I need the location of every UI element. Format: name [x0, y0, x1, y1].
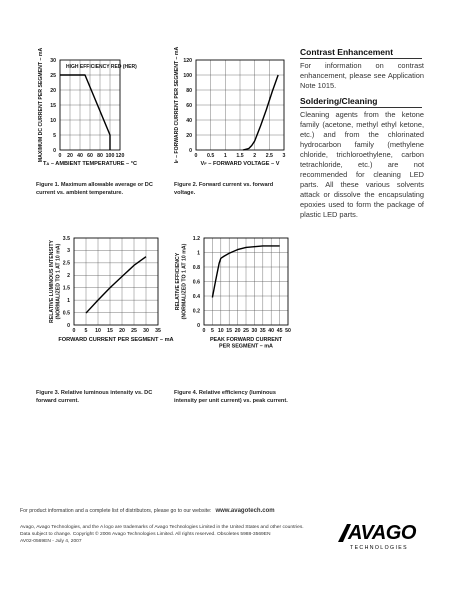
- soldering-cleaning-heading: Soldering/Cleaning: [300, 96, 378, 106]
- y-tick-label: 10: [50, 117, 56, 124]
- x-axis-label-sub: A: [46, 161, 50, 166]
- y-axis-label-sub: F: [174, 159, 179, 162]
- x-axis-label-part: – AMBIENT TEMPERATURE – °C: [49, 161, 138, 167]
- y-tick-label: 80: [186, 87, 192, 94]
- x-tick-label: 15: [226, 328, 233, 334]
- legal-line-1: Avago, Avago Technologies, and the A logo are trademarks of Avago Technologies Limited in the United States and other countries.: [20, 525, 304, 530]
- y-tick-label: 20: [186, 132, 192, 139]
- y-tick-label: 0.2: [192, 308, 200, 315]
- x-tick-label: 100: [105, 153, 115, 159]
- y-axis-label-line: (NORMALIZED TO 1 AT 10 mA): [55, 243, 62, 320]
- website-link[interactable]: www.avagotech.com: [215, 508, 275, 514]
- legal-line-2: Data subject to change. Copyright © 2006 Avago Technologies Limited. All rights reserved. Obsoletes 5988-3569EN: [20, 532, 271, 538]
- y-axis-label-line: RELATIVE EFFICIENCY: [175, 252, 181, 311]
- y-tick-label: 2.5: [62, 260, 70, 267]
- legal-line-3: AV02-0569EN - July 4, 2007: [20, 539, 82, 545]
- x-axis-label-part: T: [42, 161, 47, 167]
- y-axis-label-line: RELATIVE LUMINOUS INTENSITY: [49, 240, 55, 323]
- y-tick-label: 120: [183, 57, 192, 64]
- x-tick-label: 40: [268, 328, 275, 334]
- x-tick-label: 1: [223, 153, 227, 159]
- y-tick-label: 3.5: [62, 235, 70, 242]
- footer-legal: [20, 524, 320, 546]
- y-tick-label: 0: [197, 322, 200, 329]
- x-tick-label: 0.5: [207, 153, 215, 159]
- footer-contact: [20, 508, 340, 514]
- logo-wordmark: AVAGO: [348, 522, 416, 544]
- y-tick-label: 0: [53, 147, 56, 154]
- heading-rule: [300, 107, 422, 108]
- y-tick-label: 100: [183, 72, 192, 79]
- contrast-enhancement-heading: Contrast Enhancement: [300, 47, 394, 57]
- y-tick-label: 60: [186, 102, 192, 109]
- x-tick-label: 25: [243, 328, 249, 334]
- contrast-enhancement-body: For information on contrast enhancement, please see Application Note 1015.: [300, 61, 424, 90]
- x-tick-label: 50: [285, 328, 291, 334]
- y-tick-label: 0: [189, 147, 192, 154]
- y-axis-label: MAXIMUM DC CURRENT PER SEGMENT – mA: [38, 47, 44, 163]
- y-tick-label: 1.2: [192, 235, 200, 242]
- x-tick-label: 15: [107, 328, 113, 334]
- x-tick-label: 3: [282, 153, 286, 159]
- heading-rule: [300, 58, 422, 59]
- x-axis-label: FORWARD CURRENT PER SEGMENT – mA: [58, 337, 174, 343]
- x-tick-label: 0: [58, 153, 62, 159]
- y-tick-label: 0: [67, 322, 70, 329]
- x-tick-label: 0: [194, 153, 198, 159]
- x-tick-label: 20: [234, 328, 241, 334]
- y-tick-label: 1: [67, 297, 70, 304]
- x-axis-label-line-1: PEAK FORWARD CURRENT: [209, 337, 283, 343]
- x-axis-label-part: – FORWARD VOLTAGE – V: [206, 161, 280, 167]
- x-tick-label: 25: [131, 328, 137, 334]
- x-tick-label: 0: [202, 328, 206, 334]
- y-tick-label: 30: [50, 57, 56, 64]
- x-tick-label: 10: [217, 328, 224, 334]
- soldering-cleaning-body: Cleaning agents from the ketone family (acetone, methyl ethyl ketone, etc.) and from the chlorinated hydrocarbon family (methylene chloride, trichloroethylene, carbon tetrachloride, etc.) are not recommended for cleaning LED parts. All these various solvents attack or dissolve the encapsulating epoxies used to form the package of plastic LED parts.: [300, 110, 424, 219]
- x-tick-label: 0: [72, 328, 76, 334]
- y-tick-label: 2: [67, 273, 70, 280]
- avago-logo: [336, 522, 426, 552]
- x-tick-label: 5: [84, 328, 88, 334]
- y-tick-label: 0.5: [62, 310, 70, 317]
- y-axis-label-part: – FORWARD CURRENT PER SEGMENT – mA: [174, 46, 180, 160]
- figure-4-caption: Figure 4. Relative efficiency (luminous intensity per unit current) vs. peak current.: [174, 390, 288, 404]
- x-tick-label: 80: [97, 153, 103, 159]
- x-tick-label: 60: [87, 153, 93, 159]
- logo-tagline: TECHNOLOGIES: [350, 545, 409, 551]
- y-tick-label: 0.6: [192, 279, 200, 286]
- y-tick-label: 20: [50, 87, 56, 94]
- y-tick-label: 0.8: [192, 264, 200, 271]
- x-tick-label: 5: [210, 328, 214, 334]
- x-axis-label-line-2: PER SEGMENT – mA: [219, 343, 273, 350]
- x-tick-label: 1.5: [236, 153, 244, 159]
- y-axis-label: [175, 243, 188, 319]
- x-tick-label: 40: [77, 153, 83, 159]
- y-axis-label-line: (NORMALIZED TO 1 AT 10 mA): [181, 243, 188, 320]
- figure-1-caption: Figure 1. Maximum allowable average or DC current vs. ambient temperature.: [36, 182, 153, 196]
- x-tick-label: 2.5: [265, 153, 273, 159]
- x-tick-label: 2: [253, 153, 257, 159]
- y-tick-label: 15: [50, 102, 56, 109]
- x-tick-label: 10: [95, 328, 101, 334]
- x-tick-label: 120: [115, 153, 125, 159]
- chart-annotation: HIGH EFFICIENCY RED (HER): [66, 64, 137, 71]
- y-axis-label-part: I: [174, 161, 180, 164]
- y-tick-label: 0.4: [192, 293, 200, 300]
- x-tick-label: 45: [276, 328, 283, 334]
- y-tick-label: 40: [186, 117, 192, 124]
- figure-3-caption: Figure 3. Relative luminous intensity vs. DC forward current.: [36, 390, 153, 404]
- figure-2-caption: Figure 2. Forward current vs. forward voltage.: [174, 182, 274, 196]
- footer-contact-text: For product information and a complete list of distributors, please go to our website:: [20, 508, 212, 514]
- x-tick-label: 35: [155, 328, 161, 334]
- y-tick-label: 1: [197, 250, 200, 257]
- x-tick-label: 20: [119, 328, 125, 334]
- x-tick-label: 35: [259, 328, 266, 334]
- x-axis-label-sub: F: [204, 161, 207, 166]
- x-axis-label-part: V: [200, 161, 205, 167]
- y-tick-label: 1.5: [62, 285, 70, 292]
- x-tick-label: 30: [251, 328, 258, 334]
- x-tick-label: 30: [143, 328, 149, 334]
- y-tick-label: 25: [50, 72, 56, 79]
- y-tick-label: 3: [67, 248, 70, 255]
- x-tick-label: 20: [67, 153, 73, 159]
- y-tick-label: 5: [53, 132, 56, 139]
